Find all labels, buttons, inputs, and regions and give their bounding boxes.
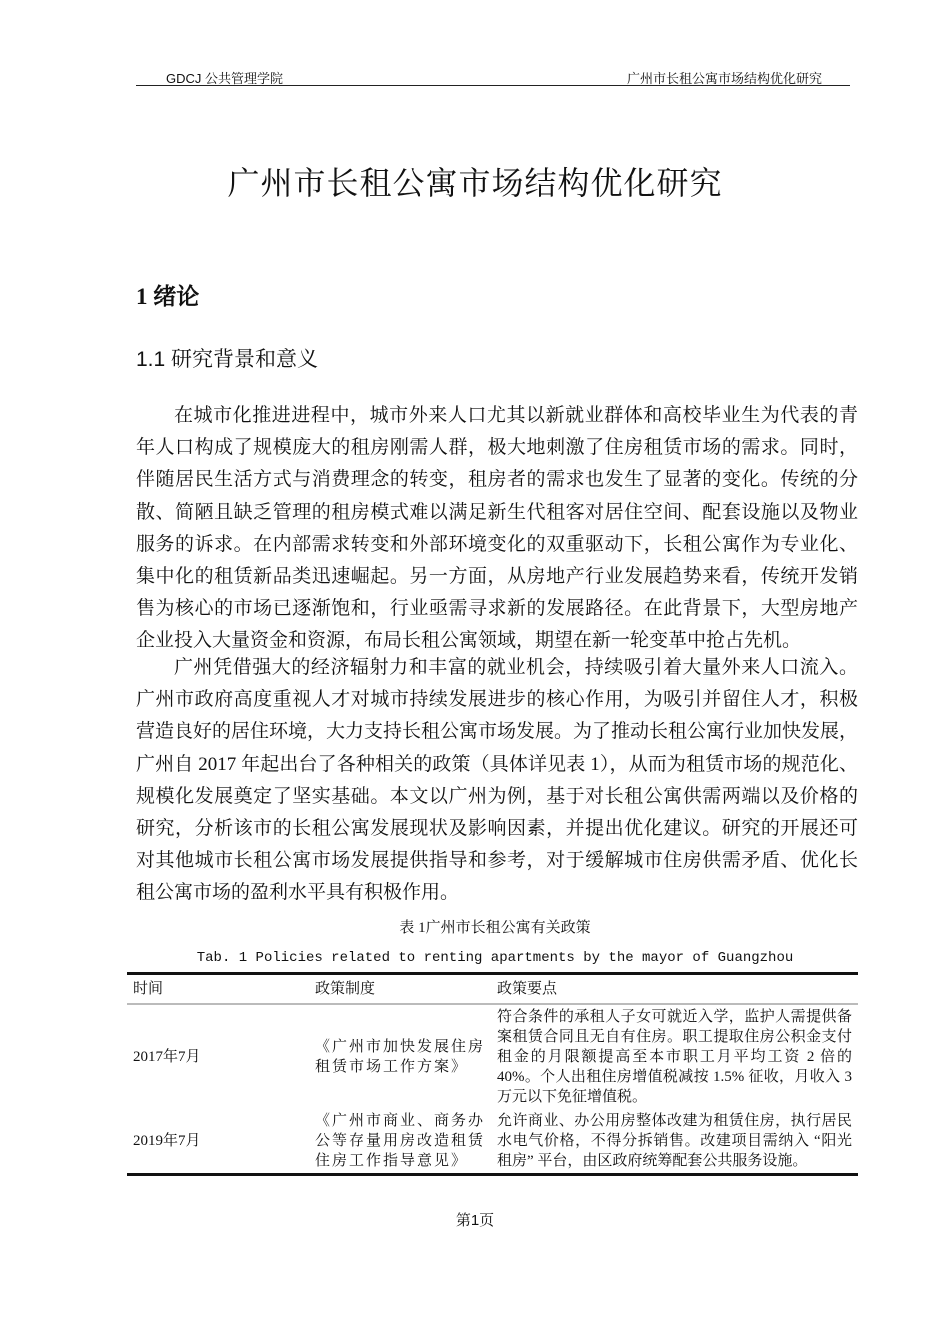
text-line: 伴随居民生活方式与消费理念的转变，租房者的需求也发生了显著的变化。传统的分 [136,469,858,491]
table-row [127,1004,858,1109]
policy-table [127,972,858,1176]
cell-time: 2019年7月 [133,1133,201,1149]
table-header-row [127,974,858,1005]
text-line: 规模化发展奠定了坚实基础。本文以广州为例，基于对长租公寓供需两端以及价格的 [136,785,858,807]
text-line: 售为核心的市场已逐渐饱和，行业亟需寻求新的发展路径。在此背景下，大型房地产 [136,598,858,620]
table-caption-en: Tab. 1 Policies related to renting apartments by the mayor of Guangzhou [196,950,794,966]
text-line: 广州自 2017 年起出台了各种相关的政策（具体详见表 1），从而为租赁市场的规范化、 [136,753,858,775]
text-line: 营造良好的居住环境，大力支持长租公寓市场发展。为了推动长租公寓行业加快发展， [136,721,859,743]
table-row [127,1109,858,1175]
col-header-policy: 政策制度 [315,981,376,997]
col-header-points: 政策要点 [497,981,558,997]
text-line: 散、简陋且缺乏管理的租房模式难以满足新生代租客对居住空间、配套设施以及物业 [136,501,858,523]
paragraph-2 [136,652,858,910]
text-line: 企业投入大量资金和资源，布局长租公寓领域，期望在新一轮变革中抢占先机。 [136,630,802,652]
cell-points: 符合条件的承租人子女可就近入学，监护人需提供备案租赁合同且无自有住房。职工提取住房公积金支付租金的月限额提高至本市职工月平均工资 2 倍的 40%。个人出租住房增值税减按 1.5% 征收，月收入 3 万元以下免征增值税。 [497,1009,852,1105]
text-line: 对其他城市长租公寓市场发展提供指导和参考，对于缓解城市住房供需矛盾、优化长 [136,850,858,872]
text-line: 租公寓市场的盈利水平具有积极作用。 [136,882,460,904]
page-number: 第1页 [455,1212,495,1229]
col-header-time: 时间 [133,981,164,997]
text-line: 年人口构成了规模庞大的租房刚需人群，极大地刺激了住房租赁市场的需求。同时， [136,437,858,459]
text-line: 广州市政府高度重视人才对城市持续发展进步的核心作用，为吸引并留住人才，积极 [136,689,858,711]
text-line: 研究，分析该市的长租公寓发展现状及影响因素，并提出优化建议。研究的开展还可 [136,817,858,839]
table-caption-cn: 表 1广州市长租公寓有关政策 [399,920,591,936]
section-heading: 1 绪论 [136,284,200,309]
cell-time: 2017年7月 [133,1049,201,1065]
paragraph-1 [136,400,858,658]
running-header [136,68,850,86]
cell-policy: 《广州市商业、商务办公等存量用房改造租赁住房工作指导意见》 [315,1113,486,1169]
text-line: 集中化的租赁新品类迅速崛起。另一方面，从房地产行业发展趋势来看，传统开发销 [136,565,858,587]
text-line: 广州凭借强大的经济辐射力和丰富的就业机会，持续吸引着大量外来人口流入。 [174,657,858,678]
subsection-heading: 1.1 研究背景和意义 [136,348,319,371]
page-title: 广州市长租公寓市场结构优化研究 [227,165,723,201]
header-doc-title: 广州市长租公寓市场结构优化研究 [626,71,822,86]
header-institution: GDCJ 公共管理学院 [166,71,284,86]
text-line: 服务的诉求。在内部需求转变和外部环境变化的双重驱动下，长租公寓作为专业化、 [136,533,858,555]
cell-policy: 《广州市加快发展住房租赁市场工作方案》 [315,1039,486,1075]
cell-points: 允许商业、办公用房整体改建为租赁住房，执行居民水电气价格，不得分拆销售。改建项目需纳入 “阳光租房” 平台，由区政府统筹配套公共服务设施。 [497,1113,852,1169]
text-line: 在城市化推进进程中，城市外来人口尤其以新就业群体和高校毕业生为代表的青 [174,405,858,426]
